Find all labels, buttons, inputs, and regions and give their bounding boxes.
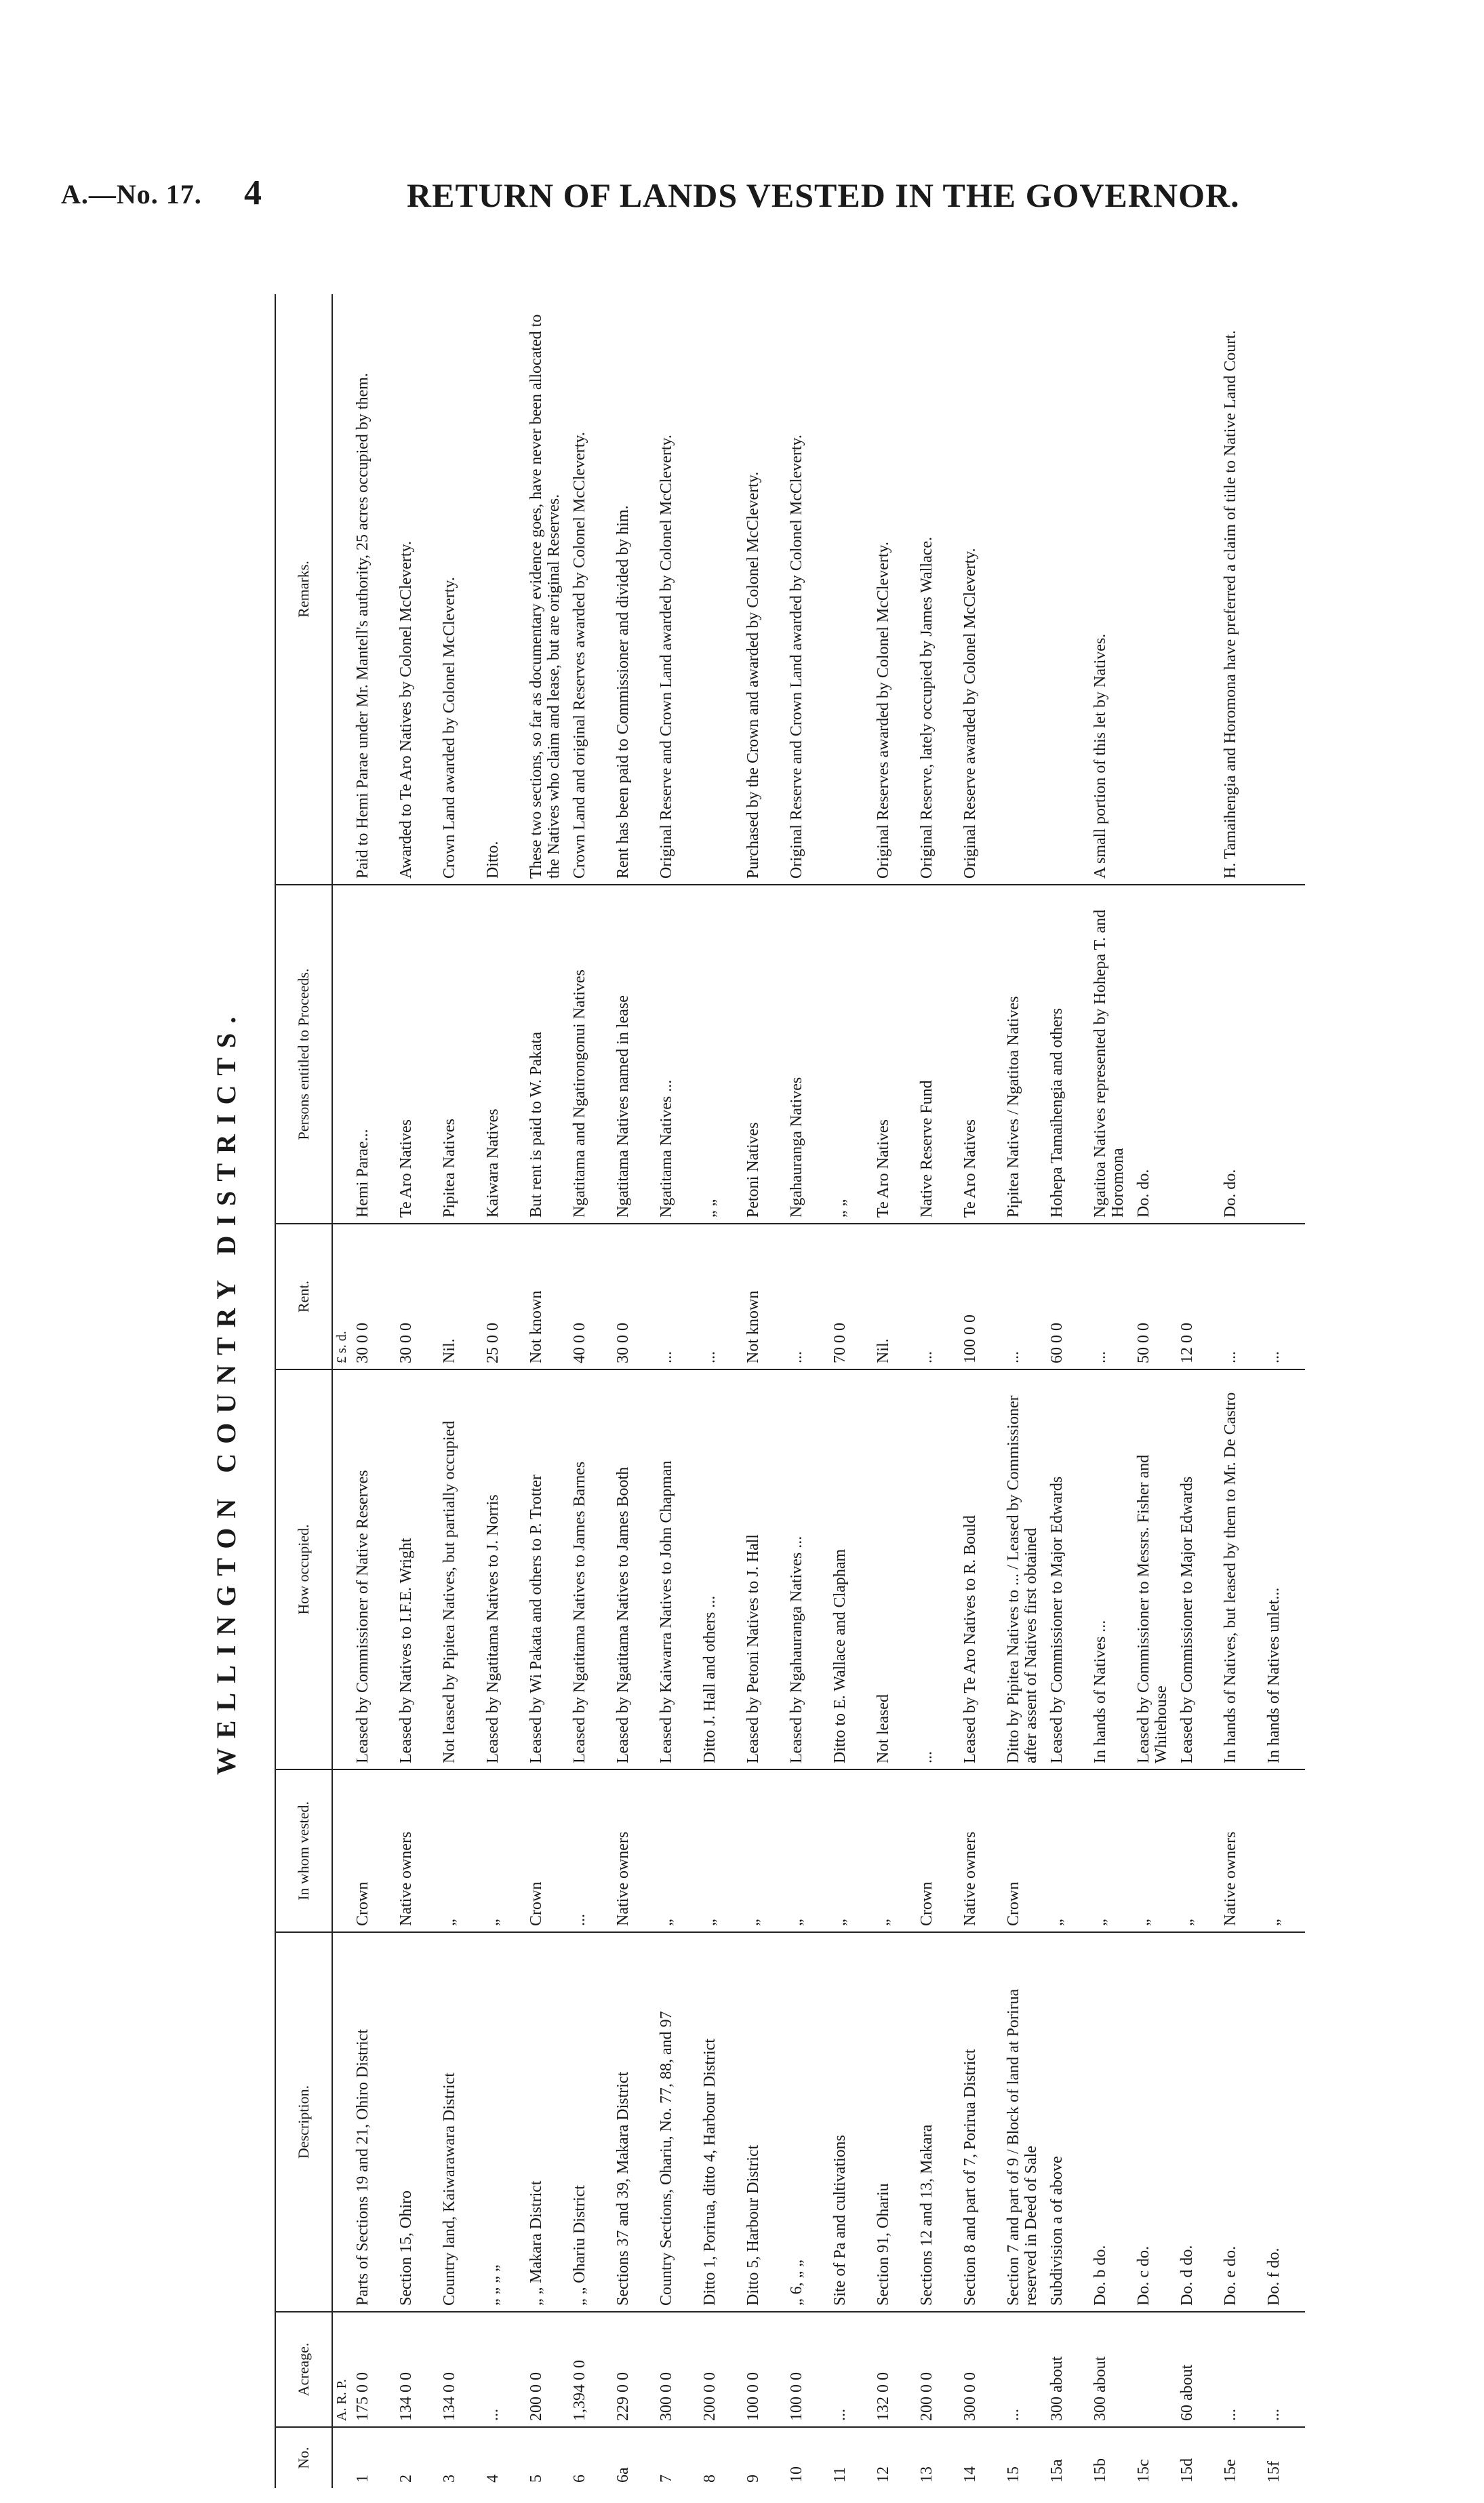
description-cell: „ 6, „ „ <box>784 1932 828 2312</box>
description-cell: Sections 37 and 39, Makara District <box>611 1932 654 2312</box>
acreage-cell: 200 0 0 <box>915 2312 958 2427</box>
occupied-cell: Ditto J. Hall and others ... <box>698 1369 741 1769</box>
col-header-acreage: Acreage. <box>275 2312 332 2427</box>
acreage-cell: 175 0 0 <box>350 2312 394 2427</box>
rent-cell: ... <box>1001 1224 1045 1369</box>
acreage-cell: ... <box>828 2312 871 2427</box>
persons-cell: Pipitea Natives <box>437 885 481 1224</box>
acreage-cell: 60 about <box>1175 2312 1218 2427</box>
rotated-table-region <box>211 294 1379 2488</box>
table-row <box>350 294 394 2488</box>
persons-cell: Te Aro Natives <box>394 885 437 1224</box>
table-row <box>698 294 741 2488</box>
rent-cell: ... <box>915 1224 958 1369</box>
persons-cell: „ „ <box>698 885 741 1224</box>
table-row <box>1218 294 1262 2488</box>
acreage-cell: ... <box>1262 2312 1305 2427</box>
vested-cell: „ <box>741 1769 784 1932</box>
rent-cell: 100 0 0 <box>958 1224 1001 1369</box>
persons-cell: Ngatitama and Ngatirongonui Natives <box>567 885 611 1224</box>
row-number: 12 <box>875 2466 892 2483</box>
persons-cell: Do. do. <box>1218 885 1262 1224</box>
occupied-cell: ... <box>915 1369 958 1769</box>
row-number: 5 <box>527 2475 545 2483</box>
persons-cell: Ngatitama Natives ... <box>654 885 698 1224</box>
col-header-rent: Rent. <box>275 1224 332 1369</box>
remarks-cell: Paid to Hemi Parae under Mr. Mantell's authority, 25 acres occupied by them. <box>350 294 394 885</box>
rent-cell: ... <box>1218 1224 1262 1369</box>
description-cell: Country Sections, Ohariu, No. 77, 88, and 97 <box>654 1932 698 2312</box>
description-cell: Do. d do. <box>1175 1932 1218 2312</box>
rent-cell: 60 0 0 <box>1045 1224 1088 1369</box>
remarks-cell: Crown Land and original Reserves awarded by Colonel McCleverty. <box>567 294 611 885</box>
rent-cell: ... <box>784 1224 828 1369</box>
occupied-cell: Leased by Commissioner to Major Edwards <box>1175 1369 1218 1769</box>
description-cell: „ „ Ohariu District <box>567 1932 611 2312</box>
description-cell: Country land, Kaiwarawara District <box>437 1932 481 2312</box>
persons-cell: Do. do. <box>1131 885 1175 1224</box>
acreage-cell <box>1131 2312 1175 2427</box>
occupied-cell: In hands of Natives, but leased by them to Mr. De Castro <box>1218 1369 1262 1769</box>
acreage-units: A. R. P. <box>332 2312 350 2427</box>
table-row <box>394 294 437 2488</box>
persons-cell: Te Aro Natives <box>958 885 1001 1224</box>
table-row <box>1131 294 1175 2488</box>
table-row <box>828 294 871 2488</box>
table-row <box>567 294 611 2488</box>
rent-cell: ... <box>698 1224 741 1369</box>
rent-units: £ s. d. <box>332 1224 350 1369</box>
description-cell: Do. e do. <box>1218 1932 1262 2312</box>
occupied-cell: Leased by Te Aro Natives to R. Bould <box>958 1369 1001 1769</box>
vested-cell: „ <box>1131 1769 1175 1932</box>
row-number: 15d <box>1178 2458 1196 2483</box>
description-cell: Section 15, Ohiro <box>394 1932 437 2312</box>
remarks-cell <box>828 294 871 885</box>
remarks-cell: H. Tamaihengia and Horomona have preferred a claim of title to Native Land Court. <box>1218 294 1262 885</box>
description-cell: Ditto 5, Harbour District <box>741 1932 784 2312</box>
persons-cell: Kaiwara Natives <box>481 885 524 1224</box>
occupied-cell: Leased by Natives to I.F.E. Wright <box>394 1369 437 1769</box>
vested-cell: Native owners <box>958 1769 1001 1932</box>
rent-cell: ... <box>1262 1224 1305 1369</box>
table-row <box>741 294 784 2488</box>
table-row <box>958 294 1001 2488</box>
occupied-cell: Leased by Commissioner to Major Edwards <box>1045 1369 1088 1769</box>
remarks-cell: Original Reserve, lately occupied by James Wallace. <box>915 294 958 885</box>
remarks-cell: Original Reserve and Crown Land awarded by Colonel McCleverty. <box>654 294 698 885</box>
persons-cell: Ngatitoa Natives represented by Hohepa T. and Horomona <box>1088 885 1131 1224</box>
rent-cell: Not known <box>741 1224 784 1369</box>
acreage-cell: 300 about <box>1045 2312 1088 2427</box>
row-number: 15c <box>1135 2459 1152 2483</box>
description-cell: Do. b do. <box>1088 1932 1131 2312</box>
occupied-cell: Ditto to E. Wallace and Clapham <box>828 1369 871 1769</box>
acreage-cell: 200 0 0 <box>698 2312 741 2427</box>
persons-cell: Ngahauranga Natives <box>784 885 828 1224</box>
persons-cell: Hohepa Tamaihengia and others <box>1045 885 1088 1224</box>
occupied-cell: In hands of Natives ... <box>1088 1369 1131 1769</box>
remarks-cell <box>1262 294 1305 885</box>
remarks-cell: Rent has been paid to Commissioner and divided by him. <box>611 294 654 885</box>
occupied-cell: Leased by Commissioner of Native Reserves <box>350 1369 394 1769</box>
row-number: 15a <box>1048 2459 1066 2483</box>
page-header <box>61 173 1281 227</box>
occupied-cell: Leased by Wi Pakata and others to P. Trotter <box>524 1369 567 1769</box>
occupied-cell: Leased by Kaiwarra Natives to John Chapman <box>654 1369 698 1769</box>
occupied-cell: Leased by Petoni Natives to J. Hall <box>741 1369 784 1769</box>
table-row <box>1088 294 1131 2488</box>
persons-cell <box>1262 885 1305 1224</box>
row-number: 8 <box>701 2475 719 2483</box>
rent-cell: 30 0 0 <box>350 1224 394 1369</box>
vested-cell: „ <box>784 1769 828 1932</box>
vested-cell: „ <box>828 1769 871 1932</box>
table-row <box>784 294 828 2488</box>
persons-cell: Hemi Parae... <box>350 885 394 1224</box>
vested-cell: „ <box>1045 1769 1088 1932</box>
col-header-persons: Persons entitled to Proceeds. <box>275 885 332 1224</box>
page-number: 4 <box>244 174 262 212</box>
remarks-cell <box>1131 294 1175 885</box>
vested-cell: „ <box>698 1769 741 1932</box>
persons-cell: Pipitea Natives / Ngatitoa Natives <box>1001 885 1045 1224</box>
row-number: 9 <box>744 2475 762 2483</box>
acreage-cell: 200 0 0 <box>524 2312 567 2427</box>
rent-cell: 30 0 0 <box>611 1224 654 1369</box>
table-row <box>654 294 698 2488</box>
rent-cell: Not known <box>524 1224 567 1369</box>
acreage-cell: ... <box>1218 2312 1262 2427</box>
rent-cell: 25 0 0 <box>481 1224 524 1369</box>
vested-cell: „ <box>654 1769 698 1932</box>
col-header-description: Description. <box>275 1932 332 2312</box>
acreage-cell: 134 0 0 <box>437 2312 481 2427</box>
description-cell: Parts of Sections 19 and 21, Ohiro District <box>350 1932 394 2312</box>
row-number: 15f <box>1265 2461 1283 2483</box>
occupied-cell: Ditto by Pipitea Natives to ... / Leased by Commissioner after assent of Natives first obtained <box>1001 1369 1045 1769</box>
row-number: 11 <box>831 2466 849 2483</box>
occupied-cell: Leased by Ngatitama Natives to J. Norris <box>481 1369 524 1769</box>
description-cell: Sections 12 and 13, Makara <box>915 1932 958 2312</box>
remarks-cell: Crown Land awarded by Colonel McCleverty. <box>437 294 481 885</box>
description-cell: Do. c do. <box>1131 1932 1175 2312</box>
table-row <box>437 294 481 2488</box>
table-row <box>524 294 567 2488</box>
col-header-remarks: Remarks. <box>275 294 332 885</box>
vested-cell: Crown <box>524 1769 567 1932</box>
persons-cell: „ „ <box>828 885 871 1224</box>
remarks-cell: Purchased by the Crown and awarded by Colonel McCleverty. <box>741 294 784 885</box>
col-header-no: No. <box>275 2427 332 2488</box>
occupied-cell: Not leased by Pipitea Natives, but partially occupied <box>437 1369 481 1769</box>
row-number: 6 <box>571 2475 588 2483</box>
row-number: 15 <box>1005 2466 1022 2483</box>
row-number: 1 <box>354 2475 372 2483</box>
occupied-cell: Leased by Ngatitama Natives to James Barnes <box>567 1369 611 1769</box>
persons-cell: Petoni Natives <box>741 885 784 1224</box>
remarks-cell <box>1001 294 1045 885</box>
row-number: 13 <box>918 2466 936 2483</box>
row-number: 6a <box>614 2467 632 2483</box>
remarks-cell: Original Reserve and Crown Land awarded by Colonel McCleverty. <box>784 294 828 885</box>
rent-cell: 30 0 0 <box>394 1224 437 1369</box>
col-header-vested: In whom vested. <box>275 1769 332 1932</box>
acreage-cell: 300 0 0 <box>958 2312 1001 2427</box>
table-row <box>915 294 958 2488</box>
occupied-cell: Not leased <box>871 1369 915 1769</box>
rent-cell: Nil. <box>871 1224 915 1369</box>
vested-cell: „ <box>1175 1769 1218 1932</box>
row-number: 15e <box>1222 2459 1239 2483</box>
vested-cell: ... <box>567 1769 611 1932</box>
occupied-cell: Leased by Ngahauranga Natives ... <box>784 1369 828 1769</box>
table-row <box>481 294 524 2488</box>
rent-cell: 40 0 0 <box>567 1224 611 1369</box>
persons-cell <box>1175 885 1218 1224</box>
col-header-occupied: How occupied. <box>275 1369 332 1769</box>
description-cell: „ „ Makara District <box>524 1932 567 2312</box>
remarks-cell: Original Reserve awarded by Colonel McCleverty. <box>958 294 1001 885</box>
vested-cell: „ <box>481 1769 524 1932</box>
vested-cell: Crown <box>915 1769 958 1932</box>
acreage-cell: 300 0 0 <box>654 2312 698 2427</box>
row-number: 15b <box>1091 2458 1109 2483</box>
row-number: 2 <box>397 2475 415 2483</box>
acreage-cell: 100 0 0 <box>741 2312 784 2427</box>
lands-table <box>275 294 1305 2488</box>
vested-cell: Native owners <box>394 1769 437 1932</box>
rent-cell: ... <box>654 1224 698 1369</box>
acreage-cell: ... <box>481 2312 524 2427</box>
vested-cell: Native owners <box>1218 1769 1262 1932</box>
description-cell: Section 91, Ohariu <box>871 1932 915 2312</box>
description-cell: „ „ „ „ <box>481 1932 524 2312</box>
description-cell: Section 7 and part of 9 / Block of land at Porirua reserved in Deed of Sale <box>1001 1932 1045 2312</box>
remarks-cell: Ditto. <box>481 294 524 885</box>
description-cell: Do. f do. <box>1262 1932 1305 2312</box>
vested-cell: „ <box>1088 1769 1131 1932</box>
acreage-cell: 100 0 0 <box>784 2312 828 2427</box>
remarks-cell <box>698 294 741 885</box>
remarks-cell: These two sections, so far as documentary evidence goes, have never been allocated to the Natives who claim and lease, but are original Reserves. <box>524 294 567 885</box>
persons-cell: Ngatitama Natives named in lease <box>611 885 654 1224</box>
document-reference: A.—No. 17. <box>61 179 202 209</box>
rent-cell: ... <box>1088 1224 1131 1369</box>
remarks-cell: A small portion of this let by Natives. <box>1088 294 1131 885</box>
persons-cell: But rent is paid to W. Pakata <box>524 885 567 1224</box>
table-row <box>1045 294 1088 2488</box>
remarks-cell: Awarded to Te Aro Natives by Colonel McCleverty. <box>394 294 437 885</box>
description-cell: Section 8 and part of 7, Porirua District <box>958 1932 1001 2312</box>
remarks-cell: Original Reserves awarded by Colonel McCleverty. <box>871 294 915 885</box>
acreage-cell: 300 about <box>1088 2312 1131 2427</box>
acreage-cell: 1,394 0 0 <box>567 2312 611 2427</box>
page-title: RETURN OF LANDS VESTED IN THE GOVERNOR. <box>407 176 1240 214</box>
occupied-cell: Leased by Commissioner to Messrs. Fisher and Whitehouse <box>1131 1369 1175 1769</box>
row-number: 14 <box>961 2466 979 2483</box>
row-number: 10 <box>788 2466 805 2483</box>
acreage-cell: ... <box>1001 2312 1045 2427</box>
vested-cell: Crown <box>1001 1769 1045 1932</box>
occupied-cell: In hands of Natives unlet... <box>1262 1369 1305 1769</box>
units-row <box>332 294 350 2488</box>
table-row <box>611 294 654 2488</box>
rent-cell: Nil. <box>437 1224 481 1369</box>
acreage-cell: 132 0 0 <box>871 2312 915 2427</box>
rent-cell: 50 0 0 <box>1131 1224 1175 1369</box>
table-row <box>871 294 915 2488</box>
row-number: 7 <box>658 2475 675 2483</box>
vested-cell: Crown <box>350 1769 394 1932</box>
description-cell: Subdivision a of above <box>1045 1932 1088 2312</box>
acreage-cell: 229 0 0 <box>611 2312 654 2427</box>
table-row <box>1175 294 1218 2488</box>
table-row <box>1001 294 1045 2488</box>
district-heading: WELLINGTON COUNTRY DISTRICTS. <box>211 1007 241 1776</box>
remarks-cell <box>1175 294 1218 885</box>
description-cell: Ditto 1, Porirua, ditto 4, Harbour District <box>698 1932 741 2312</box>
row-number: 3 <box>441 2475 458 2483</box>
remarks-cell <box>1045 294 1088 885</box>
row-number: 4 <box>484 2475 502 2483</box>
persons-cell: Native Reserve Fund <box>915 885 958 1224</box>
table-header-row <box>275 294 332 2488</box>
persons-cell: Te Aro Natives <box>871 885 915 1224</box>
vested-cell: „ <box>437 1769 481 1932</box>
rent-cell: 70 0 0 <box>828 1224 871 1369</box>
description-cell: Site of Pa and cultivations <box>828 1932 871 2312</box>
vested-cell: Native owners <box>611 1769 654 1932</box>
acreage-cell: 134 0 0 <box>394 2312 437 2427</box>
vested-cell: „ <box>1262 1769 1305 1932</box>
rent-cell: 12 0 0 <box>1175 1224 1218 1369</box>
occupied-cell: Leased by Ngatitama Natives to James Booth <box>611 1369 654 1769</box>
table-row <box>1262 294 1305 2488</box>
table-body <box>350 294 1305 2488</box>
vested-cell: „ <box>871 1769 915 1932</box>
